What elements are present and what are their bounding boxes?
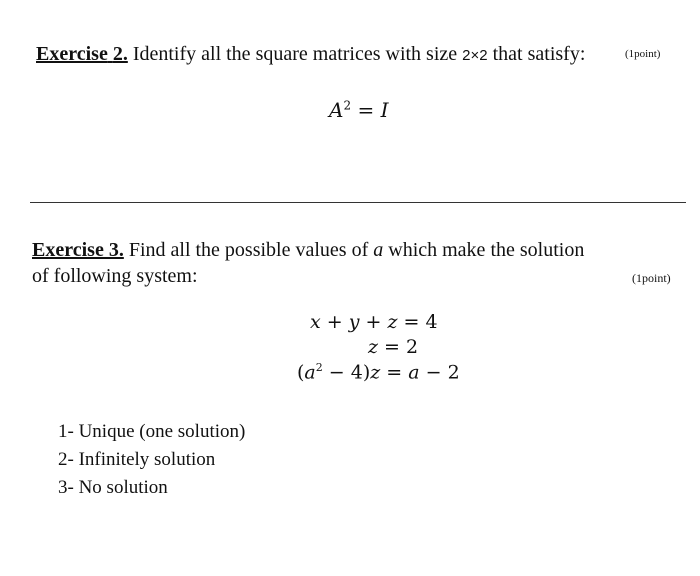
matrix-size: 2×2 [462, 47, 488, 64]
exercise-2-text-before: Identify all the square matrices with size [127, 43, 463, 65]
exercise-2-text-after: that satisfy: [487, 43, 586, 65]
exercise-2-title: Exercise 2. [36, 43, 128, 65]
exercise-3-points: (1point) [632, 271, 671, 285]
option-unique: 1- Unique (one solution) [58, 421, 246, 442]
exercise-3-prompt-line2: of following system: [32, 265, 198, 287]
system-equation-1: x + y + z = 4 [310, 311, 438, 333]
exercise-2-points: (1point) [625, 48, 661, 60]
exercise-2-equation: $A^2 = I$ [329, 98, 389, 122]
system-equation-2: z = 2 [368, 336, 419, 358]
system-equation-3: $(a^2 - 4)z = a - 2$ [297, 361, 460, 384]
variable-a: a [373, 239, 384, 261]
section-divider [30, 202, 686, 203]
option-infinite: 2- Infinitely solution [58, 449, 216, 470]
exercise-3-title: Exercise 3. [32, 239, 124, 261]
exercise-2-prompt [36, 42, 585, 68]
exercise-3-prompt-line1: Exercise 3. Find all the possible values of a which make the solution [32, 239, 585, 261]
option-none: 3- No solution [58, 477, 168, 498]
